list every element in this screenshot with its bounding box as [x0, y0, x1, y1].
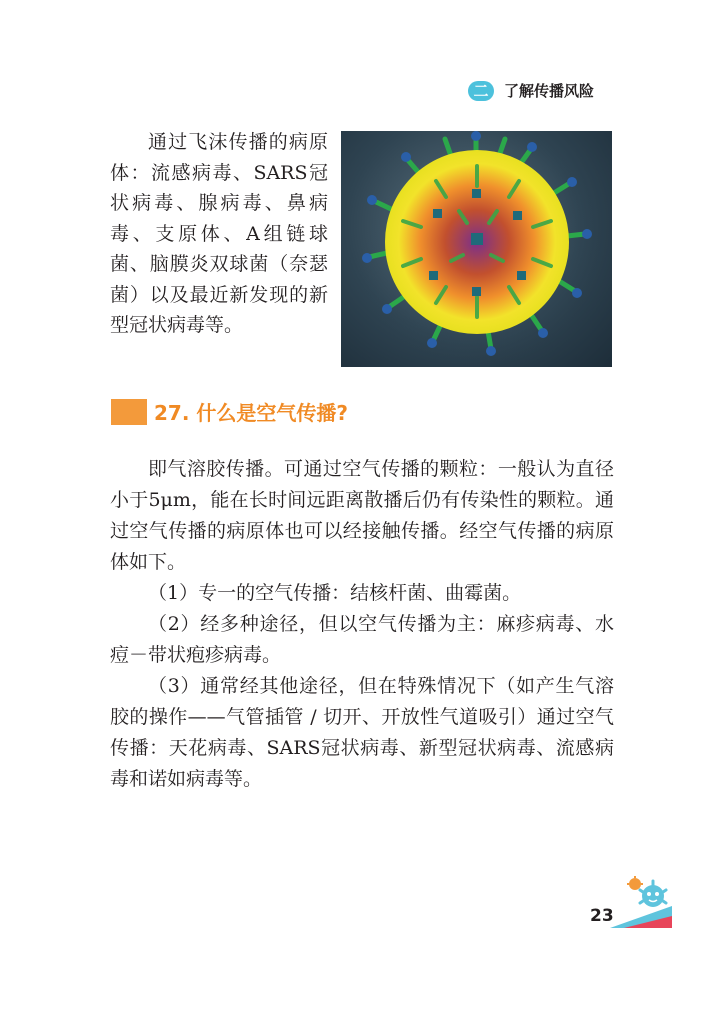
body-text-block [110, 454, 614, 795]
intro-paragraph: 通过飞沫传播的病原体：流感病毒、SARS冠状病毒、腺病毒、鼻病毒、支原体、A组链球菌、脑膜炎双球菌（奈瑟菌）以及最近新发现的新型冠状病毒等。 [110, 131, 328, 336]
body-paragraph: （3）通常经其他途径，但在特殊情况下（如产生气溶胶的操作——气管插管 / 切开、开放性气道吸引）通过空气传播：天花病毒、SARS冠状病毒、新型冠状病毒、流感病毒和诺如病毒等。 [110, 675, 614, 790]
page-number: 23 [590, 906, 614, 926]
chapter-header [468, 80, 594, 101]
chapter-title: 了解传播风险 [504, 82, 595, 100]
virus-illustration [341, 131, 612, 367]
body-paragraph: （2）经多种途径，但以空气传播为主：麻疹病毒、水痘－带状疱疹病毒。 [110, 613, 614, 666]
chapter-badge: 二 [468, 81, 494, 101]
body-paragraph: 即气溶胶传播。可通过空气传播的颗粒：一般认为直径小于5μm，能在长时间远距离散播后仍有传染性的颗粒。通过空气传播的病原体也可以经接触传播。经空气传播的病原体如下。 [110, 458, 614, 573]
section-heading [111, 397, 348, 426]
body-paragraph: （1）专一的空气传播：结核杆菌、曲霉菌。 [148, 582, 522, 604]
virus-icon [341, 131, 612, 367]
intro-text-block [110, 127, 328, 341]
section-heading-text: 27. 什么是空气传播? [154, 401, 348, 425]
heading-accent-bar [111, 399, 147, 425]
